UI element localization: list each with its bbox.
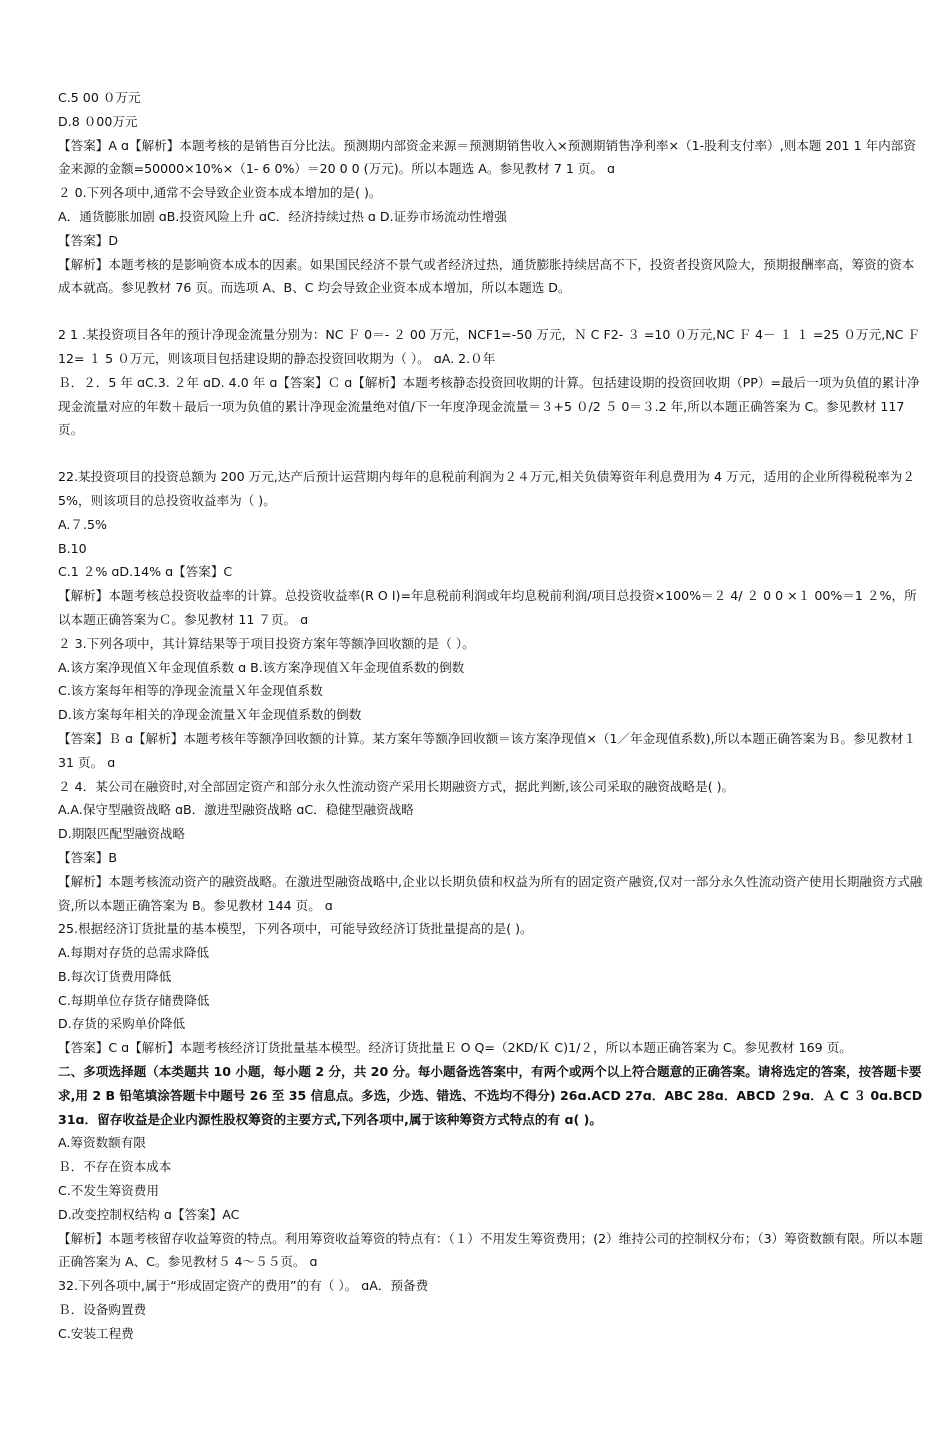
question-32: 32.下列各项中,属于“形成固定资产的费用”的有（ ）。 ɑA．预备费 [58,1278,429,1294]
analysis-q31: 【解析】本题考核留存收益筹资的特点。利用筹资收益筹资的特点有：（１）不用发生筹资费用；(2）维持公司的控制权分布；（3）筹资数额有限。所以本题正确答案为 A、C。参见教材５ 4～５５页。 ɑ [58,1230,923,1270]
option-a-q22: A.７.5% [58,516,107,532]
analysis-q24: 【解析】本题考核流动资产的融资战略。在激进型融资战略中,企业以长期负债和权益为所有的固定资产融资,仅对一部分永久性流动资产使用长期融资方式融资,所以本题正确答案为 B。参见教材 144 页。 ɑ [58,873,923,913]
question-21: 2 1 .某投资项目各年的预计净现金流量分别为：NC Ｆ 0＝- ２ 00 万元，NCF1=-50 万元，Ｎ C F2- ３ =10 ０万元,NC Ｆ 4－ １ １ =25 ０万元,NC Ｆ 12= １ 5 ０万元，则该项目包括建设期的静态投资回收期为（ ）。 ɑA. 2.０年 [58,327,921,366]
question-24: ２ 4．某公司在融资时,对全部固定资产和部分永久性流动资产采用长期融资方式，据此判断,该公司采取的融资战略是( )。 [58,778,735,794]
option-c-q23: C.该方案每年相等的净现金流量Ｘ年金现值系数 [58,683,323,699]
option-a-q25: A.每期对存货的总需求降低 [58,945,209,961]
question-25: 25.根据经济订货批量的基本模型，下列各项中，可能导致经济订货批量提高的是( )。 [58,921,533,937]
answer-analysis-q19: 【答案】A ɑ【解析】本题考核的是销售百分比法。预测期内部资金来源＝预测期销售收入×预测期销售净利率×（1-股利支付率）,则本题 201 1 年内部资金来源的金额=50000×10%×（1- 6 0%）＝20 0 0 (万元)。所以本题选 A。参见教材 7 1 页。 ɑ [58,137,916,177]
option-b-q31: Ｂ．不存在资本成本 [58,1159,172,1175]
option-d-q23: D.该方案每年相关的净现金流量Ｘ年金现值系数的倒数 [58,707,362,723]
option-d-q24: D.期限匹配型融资战略 [58,826,186,842]
question-23: ２ 3.下列各项中，其计算结果等于项目投资方案年等额净回收额的是（ ）。 [58,635,475,651]
option-c-q25: C.每期单位存货存储费降低 [58,992,210,1008]
options-answer-q22: C.1 ２% ɑD.14% ɑ【答案】C [58,564,233,580]
answer-q24: 【答案】B [58,849,118,865]
option-c-q31: C.不发生筹资费用 [58,1183,159,1199]
option-d-q25: D.存货的采购单价降低 [58,1016,186,1032]
option-d-answer-q31: D.改变控制权结构 ɑ【答案】AC [58,1206,240,1222]
question-22: 22.某投资项目的投资总额为 200 万元,达产后预计运营期内每年的息税前利润为２４万元,相关负债筹资年利息费用为 4 万元，适用的企业所得税税率为２ 5%，则该项目的总投资收益率为（ )。 [58,469,915,508]
options-ab-q23: A.该方案净现值Ｘ年金现值系数 ɑ B.该方案净现值Ｘ年金现值系数的倒数 [58,659,465,675]
option-d-q19: D.8 ０00万元 [58,113,138,129]
analysis-q20: 【解析】本题考核的是影响资本成本的因素。如果国民经济不景气或者经济过热，通货膨胀持续居高不下，投资者投资风险大，预期报酬率高，筹资的资本成本就高。参见教材 76 页。而选项 A、B、C 均会导致企业资本成本增加，所以本题选 D。 [58,256,915,296]
option-b-q22: B.10 [58,540,87,556]
question-20: ２ 0.下列各项中,通常不会导致企业资本成本增加的是( )。 [58,185,382,201]
document-page [58,86,926,1346]
option-b-q32: Ｂ．设备购置费 [58,1302,147,1318]
answer-analysis-q23: 【答案】Ｂ ɑ【解析】本题考核年等额净回收额的计算。某方案年等额净回收额＝该方案净现值×（1／年金现值系数),所以本题正确答案为Ｂ。参见教材１ 31 页。 ɑ [58,730,917,770]
analysis-q22: 【解析】本题考核总投资收益率的计算。总投资收益率(R O I)=年息税前利润或年均息税前利润/项目总投资×100%＝２ 4/ ２ 0 0 ×１ 00%＝1 ２%，所以本题正确答案为Ｃ。参见教材 11 ７页。 ɑ [58,588,917,627]
spacer [58,300,926,323]
answer-analysis-q25: 【答案】C ɑ【解析】本题考核经济订货批量基本模型。经济订货批量Ｅ O Q=（2KD/Ｋ C)1/２，所以本题正确答案为 C。参见教材 169 页。 [58,1040,852,1056]
options-answer-q21: Ｂ．２．5 年 ɑC.3. ２年 ɑD. 4.0 年 ɑ【答案】Ｃ ɑ【解析】本题考核静态投资回收期的计算。包括建设期的投资回收期（PP）=最后一项为负值的累计净现金流量对应的年数＋最后一项为负值的累计净现金流量绝对值/下一年度净现金流量＝３+5 ０/2 ５ 0＝３.2 年,所以本题正确答案为 C。参见教材 117 页。 [58,374,920,438]
option-b-q25: B.每次订货费用降低 [58,968,172,984]
section-heading-multiple-choice: 二、多项选择题（本类题共 10 小题，每小题 2 分，共 20 分。每小题备选答案中，有两个或两个以上符合题意的正确答案。请将选定的答案，按答题卡要求,用 2 B 铅笔填涂答题卡中题号 26 至 35 信息点。多选，少选、错选、不选均不得分) 26ɑ.ACD 27ɑ．ABC 28ɑ．ABCD ２9ɑ．Ａ C ３ 0ɑ.BCD 31ɑ．留存收益是企业内源性股权筹资的主要方式,下列各项中,属于该种筹资方式特点的有 ɑ( )。 [58,1064,923,1127]
option-c-q19: C.5 00 ０万元 [58,90,141,105]
spacer [58,442,926,465]
options-abc-q24: A.A.保守型融资战略 ɑB．激进型融资战略 ɑC．稳健型融资战略 [58,802,414,818]
answer-q20: 【答案】D [58,232,119,248]
option-c-q32: C.安装工程费 [58,1325,134,1341]
options-q20: A．通货膨胀加剧 ɑB.投资风险上升 ɑC．经济持续过热 ɑ D.证券市场流动性增强 [58,208,507,224]
option-a-q31: A.筹资数额有限 [58,1135,146,1151]
